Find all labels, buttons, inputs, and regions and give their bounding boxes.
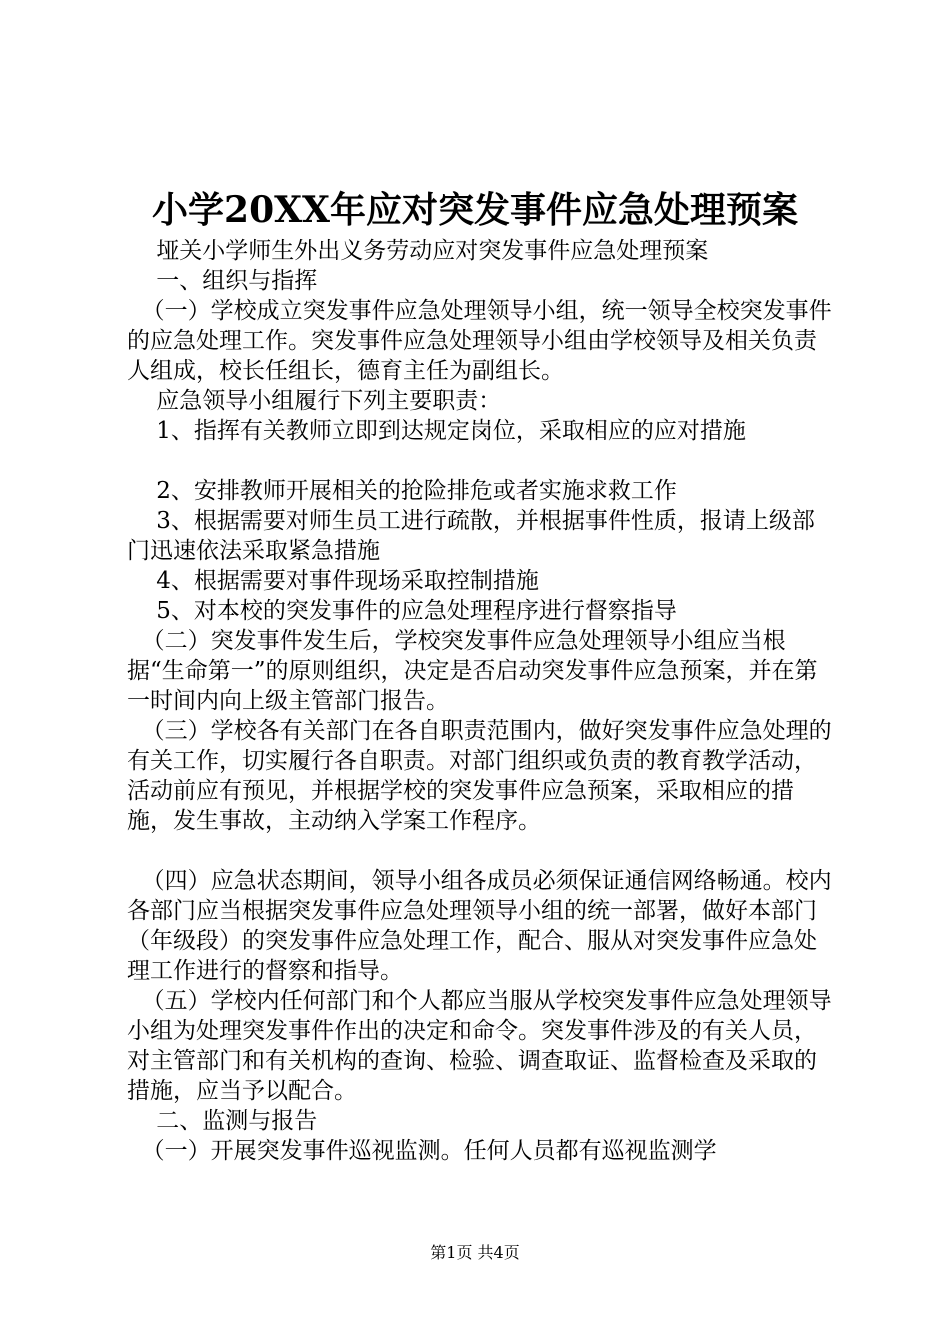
document-body bbox=[127, 236, 833, 1166]
paragraph: （四）应急状态期间，领导小组各成员必须保证通信网络畅通。校内各部门应当根据突发事件应急处理领导小组的统一部署，做好本部门（年级段）的突发事件应急处理工作，配合、服从对突发事件应急处理工作进行的督察和指导。 bbox=[127, 868, 832, 984]
section-heading: 一、组织与指挥 bbox=[127, 268, 318, 294]
paragraph: 应急领导小组履行下列主要职责： bbox=[127, 388, 502, 414]
paragraph: （一）学校成立突发事件应急处理领导小组，统一领导全校突发事件的应急处理工作。突发事件应急处理领导小组由学校领导及相关负责人组成，校长任组长，德育主任为副组长。 bbox=[127, 298, 832, 384]
list-item: 5、对本校的突发事件的应急处理程序进行督察指导 bbox=[127, 598, 677, 624]
list-item: 1、指挥有关教师立即到达规定岗位，采取相应的应对措施 bbox=[127, 418, 746, 444]
section-heading: 二、监测与报告 bbox=[127, 1108, 318, 1134]
paragraph: （二）突发事件发生后，学校突发事件应急处理领导小组应当根据“生命第一”的原则组织，决定是否启动突发事件应急预案，并在第一时间内向上级主管部门报告。 bbox=[127, 628, 818, 714]
paragraph: 垭关小学师生外出义务劳动应对突发事件应急处理预案 bbox=[127, 238, 709, 264]
paragraph: （三）学校各有关部门在各自职责范围内，做好突发事件应急处理的有关工作，切实履行各自职责。对部门组织或负责的教育教学活动，活动前应有预见，并根据学校的突发事件应急预案，采取相应的措施，发生事故，主动纳入学案工作程序。 bbox=[127, 718, 832, 834]
page-number: 第1页 共4页 bbox=[430, 1243, 520, 1262]
paragraph: （五）学校内任何部门和个人都应当服从学校突发事件应急处理领导小组为处理突发事件作出的决定和命令。突发事件涉及的有关人员，对主管部门和有关机构的查询、检验、调查取证、监督检查及采取的措施，应当予以配合。 bbox=[127, 988, 832, 1104]
blank-line bbox=[127, 446, 833, 476]
list-item: 2、安排教师开展相关的抢险排危或者实施求救工作 bbox=[127, 478, 677, 504]
blank-line bbox=[127, 836, 833, 866]
list-item: 3、根据需要对师生员工进行疏散，并根据事件性质，报请上级部门迅速依法采取紧急措施 bbox=[127, 508, 815, 564]
list-item: 4、根据需要对事件现场采取控制措施 bbox=[127, 568, 539, 594]
document-title: 小学20XX年应对突发事件应急处理预案 bbox=[152, 189, 798, 231]
paragraph: （一）开展突发事件巡视监测。任何人员都有巡视监测学 bbox=[127, 1138, 717, 1164]
